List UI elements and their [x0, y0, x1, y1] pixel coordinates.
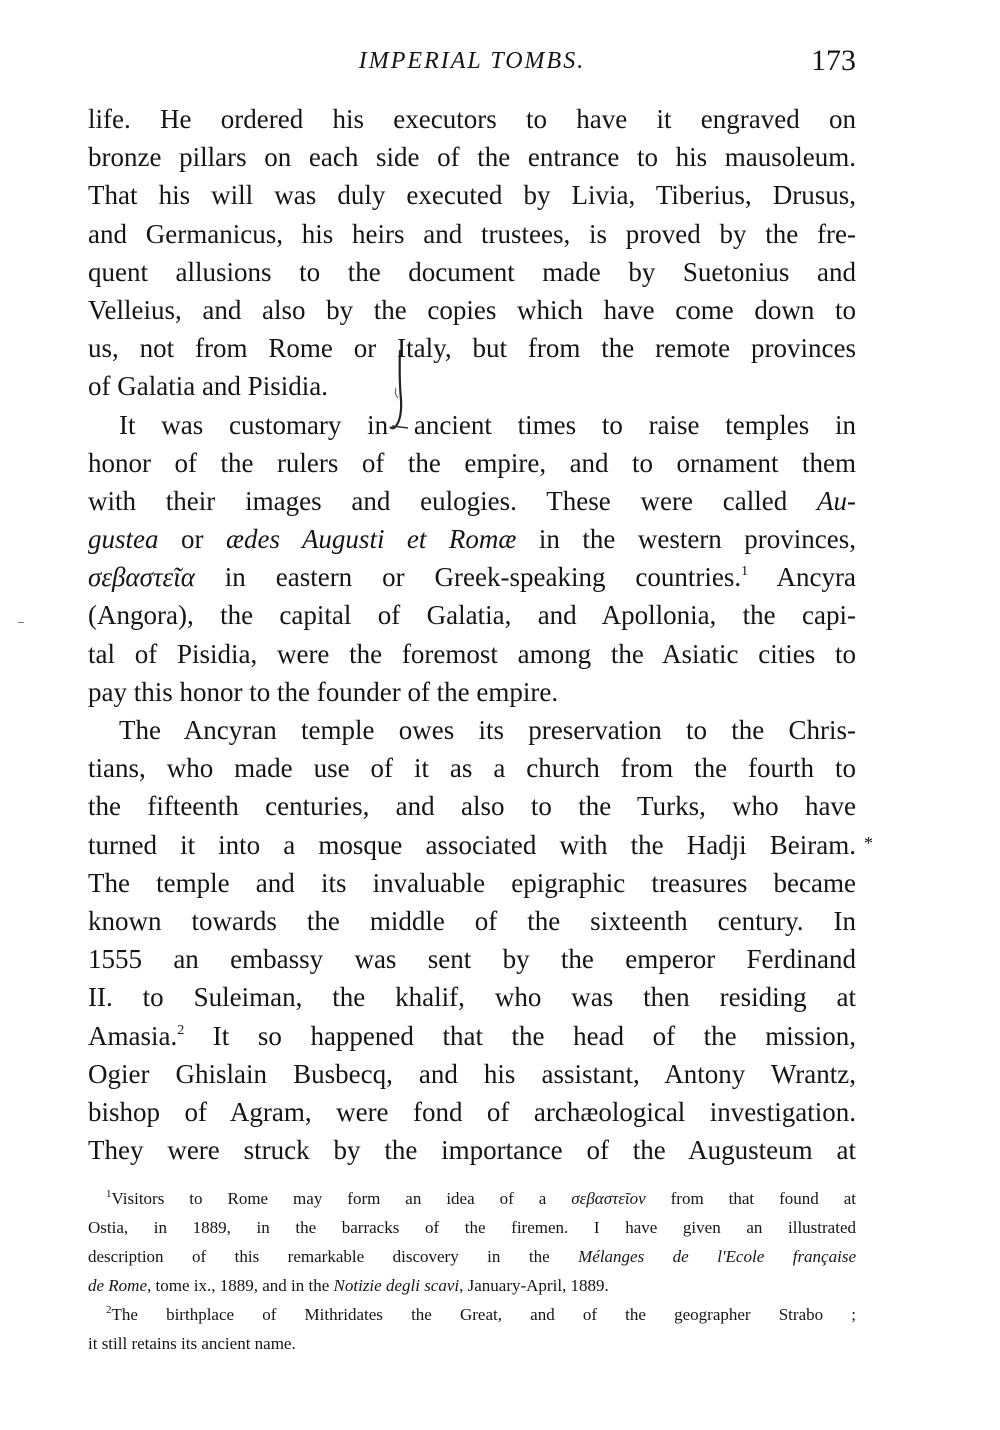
- page-number: 173: [811, 44, 856, 77]
- text-line: honor of the rulers of the empire, and to ornament them: [88, 447, 856, 478]
- footnote-number: 1: [106, 1188, 112, 1200]
- text-line: 1555 an embassy was sent by the emperor Ferdinand: [88, 944, 856, 975]
- text-line: II. to Suleiman, the khalif, who was then residing at: [88, 982, 856, 1013]
- text-segment: from that found at: [645, 1189, 856, 1208]
- italic-term: Mélanges de l'Ecole française: [578, 1247, 856, 1266]
- text-line: The Ancyran temple owes its preservation to the Chris-: [119, 715, 856, 745]
- text-segment: Ancyra: [748, 562, 856, 593]
- text-segment: , tome ix., 1889, and in the: [147, 1276, 334, 1295]
- italic-term: σεβαστεῖον: [571, 1189, 646, 1208]
- footnotes: [88, 1184, 856, 1358]
- footnote-line: [88, 1271, 856, 1300]
- text-line: It was customary in ancient times to raise temples in: [119, 409, 856, 440]
- text-line: [88, 558, 856, 596]
- text-line: and Germanicus, his heirs and trustees, is proved by the fre-: [88, 218, 856, 249]
- italic-term: gustea: [88, 524, 159, 555]
- footnote-line: [88, 1300, 856, 1329]
- text-line: bishop of Agram, were fond of archæological investigation.: [88, 1096, 856, 1127]
- text-segment: Amasia.: [88, 1020, 178, 1051]
- text-line: (Angora), the capital of Galatia, and Apollonia, the capi-: [88, 600, 856, 631]
- text-line: turned it into a mosque associated with the Hadji Beiram.: [88, 829, 856, 860]
- text-segment: description of this remarkable discovery in the: [88, 1247, 579, 1266]
- text-line: [88, 1017, 856, 1055]
- text-segment: It so happened that the head of the mission,: [184, 1020, 856, 1051]
- footnote-ref[interactable]: 1: [741, 564, 749, 580]
- footnote-line: [88, 1184, 856, 1213]
- text-line: life. He ordered his executors to have it engraved on: [88, 104, 856, 134]
- running-title: IMPERIAL TOMBS.: [358, 48, 586, 74]
- text-segment: The birthplace of Mithridates the Great, and of the geographer Strabo ;: [111, 1305, 856, 1324]
- italic-term: Notizie degli scavi: [333, 1276, 460, 1295]
- text-segment: , January-April, 1889.: [459, 1276, 609, 1295]
- footnote-line: Ostia, in 1889, in the barracks of the firemen. I have given an illustrated: [88, 1218, 856, 1237]
- text-line: That his will was duly executed by Livia, Tiberius, Drusus,: [88, 180, 856, 211]
- footnote-line: [88, 1242, 856, 1271]
- text-line: [88, 482, 856, 520]
- text-line: the fifteenth centuries, and also to the Turks, who have: [88, 791, 856, 822]
- text-line: They were struck by the importance of the Augusteum at: [88, 1135, 856, 1166]
- italic-term: σεβαστεῖα: [88, 562, 195, 593]
- text-line: The temple and its invaluable epigraphic treasures became: [88, 867, 856, 898]
- text-segment: with their images and eulogies. These were called: [88, 485, 818, 516]
- pencil-annotation-mark: [386, 348, 416, 432]
- footnote-number: 2: [106, 1304, 112, 1316]
- body-text: [88, 100, 856, 1169]
- italic-term: ædes Augusti et Romæ: [225, 524, 517, 555]
- text-line: quent allusions to the document made by Suetonius and: [88, 256, 856, 287]
- text-line: known towards the middle of the sixteenth century. In: [88, 905, 856, 936]
- text-line: [88, 520, 856, 558]
- text-segment: Visitors to Rome may form an idea of a: [111, 1189, 572, 1208]
- text-segment: or: [158, 524, 226, 555]
- footnote-ref[interactable]: 2: [177, 1022, 185, 1038]
- asterisk-annotation: *: [864, 833, 873, 853]
- page-header: [88, 44, 856, 84]
- text-line: pay this honor to the founder of the empire.: [88, 676, 559, 707]
- text-line: tians, who made use of it as a church from the fourth to: [88, 753, 856, 784]
- footnote-line: it still retains its ancient name.: [88, 1334, 296, 1353]
- text-line: tal of Pisidia, were the foremost among the Asiatic cities to: [88, 638, 856, 669]
- text-segment: in the western provinces,: [516, 524, 856, 555]
- text-line: Ogier Ghislain Busbecq, and his assistant, Antony Wrantz,: [88, 1058, 856, 1089]
- italic-term: Au-: [817, 485, 856, 516]
- text-line: Velleius, and also by the copies which have come down to: [88, 294, 856, 325]
- margin-mark: [18, 622, 24, 623]
- text-segment: in eastern or Greek-speaking countries.: [194, 562, 742, 593]
- text-line: us, not from Rome or Italy, but from the remote provinces: [88, 333, 856, 364]
- text-line: bronze pillars on each side of the entrance to his mausoleum.: [88, 142, 856, 173]
- text-line: of Galatia and Pisidia.: [88, 371, 328, 402]
- italic-term: de Rome: [88, 1276, 148, 1295]
